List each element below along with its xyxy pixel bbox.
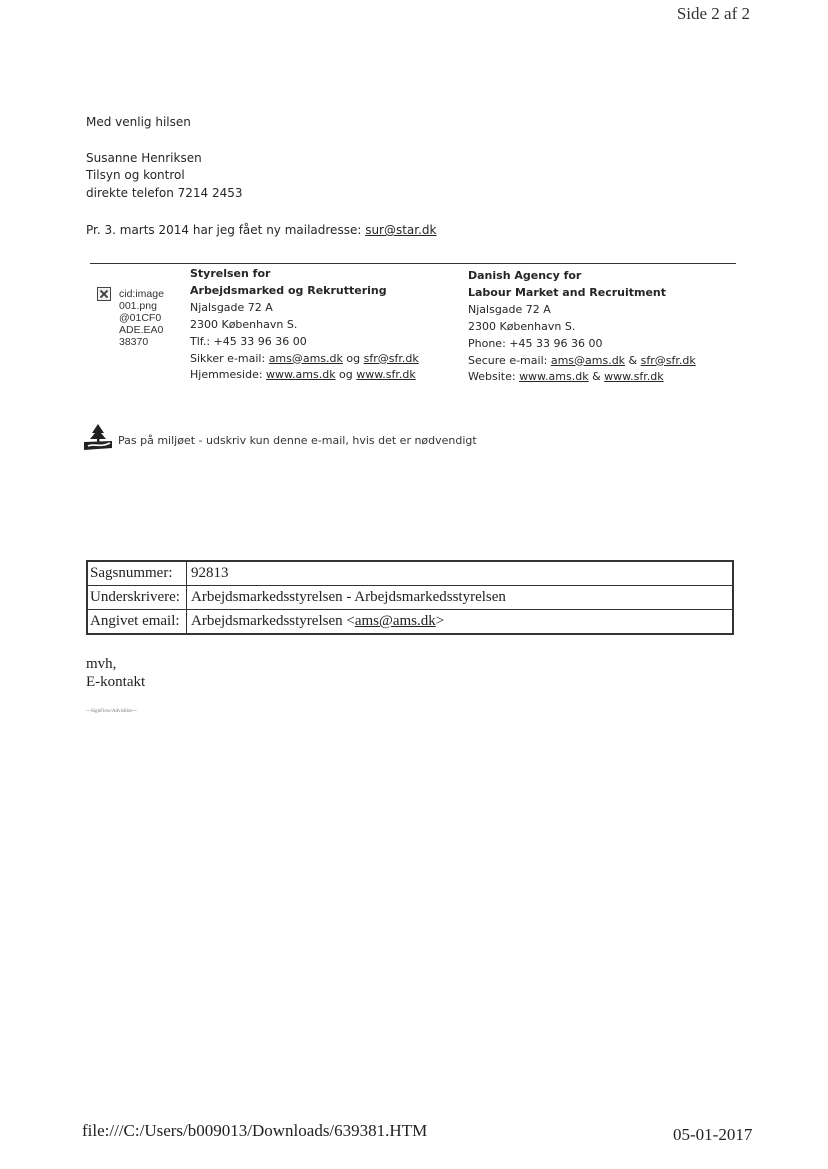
table-row	[87, 586, 733, 610]
en-agency-line2: Labour Market and Recruitment	[468, 285, 667, 299]
email-value	[187, 610, 734, 635]
footer-file-path: file:///C:/Users/b009013/Downloads/639381.HTM	[82, 1121, 428, 1140]
new-email-link[interactable]: sur@star.dk	[365, 223, 437, 237]
new-address-text: Pr. 3. marts 2014 har jeg fået ny mailadresse:	[86, 223, 366, 237]
page-number: Side 2 af 2	[676, 4, 750, 23]
table-row	[87, 610, 733, 635]
en-web-join: &	[588, 370, 605, 384]
dk-web-label: Hjemmeside:	[190, 368, 267, 382]
email-label: Angivet email:	[87, 610, 187, 635]
en-email-ams-link[interactable]: ams@ams.dk	[550, 353, 626, 367]
logo-alt-text: cid:image001.png@01CF0ADE.EA038370	[119, 288, 164, 348]
signature-divider	[90, 263, 736, 264]
dk-web-sfr-link[interactable]: www.sfr.dk	[356, 368, 416, 382]
dk-email-join: og	[342, 351, 364, 365]
dk-web-join: og	[335, 368, 357, 382]
case-table	[86, 560, 734, 635]
dk-email-ams-link[interactable]: ams@ams.dk	[268, 351, 343, 365]
dk-web-line	[190, 367, 419, 384]
dk-city: 2300 København S.	[190, 317, 298, 331]
new-address-notice	[86, 223, 437, 237]
case-number-label: Sagsnummer:	[87, 561, 187, 586]
email-link[interactable]: ams@ams.dk	[354, 613, 436, 629]
en-email-join: &	[625, 353, 641, 367]
signflow-marker: ---SignFlow/AdvisSlut---	[86, 709, 137, 714]
closing-sender: E-kontakt	[86, 674, 146, 690]
closing-greeting: mvh,	[86, 656, 117, 672]
en-city: 2300 København S.	[468, 319, 576, 333]
en-web-line	[468, 369, 696, 386]
email-open-bracket: <	[346, 613, 355, 629]
dk-street: Njalsgade 72 A	[190, 300, 273, 314]
en-email-line	[468, 353, 696, 370]
en-web-sfr-link[interactable]: www.sfr.dk	[604, 370, 664, 384]
dk-web-ams-link[interactable]: www.ams.dk	[266, 368, 336, 382]
dk-email-line	[190, 351, 419, 368]
broken-image-icon	[97, 287, 111, 301]
table-row	[87, 561, 733, 586]
signature-phone: direkte telefon 7214 2453	[86, 186, 243, 200]
en-email-sfr-link[interactable]: sfr@sfr.dk	[640, 353, 696, 367]
dk-agency-line2: Arbejdsmarked og Rekruttering	[190, 283, 387, 297]
greeting: Med venlig hilsen	[86, 115, 191, 129]
en-email-label: Secure e-mail:	[468, 353, 551, 367]
email-close-bracket: >	[435, 613, 445, 629]
signature-department: Tilsyn og kontrol	[86, 168, 185, 182]
english-contact-block	[468, 268, 696, 386]
dk-email-label: Sikker e-mail:	[190, 351, 269, 365]
eco-note: Pas på miljøet - udskriv kun denne e-mail, hvis det er nødvendigt	[118, 434, 477, 447]
en-web-label: Website:	[468, 370, 520, 384]
case-number-value: 92813	[187, 561, 734, 586]
dk-email-sfr-link[interactable]: sfr@sfr.dk	[363, 351, 419, 365]
tree-icon	[84, 424, 112, 450]
email-owner: Arbejdsmarkedsstyrelsen	[191, 613, 347, 629]
danish-contact-block	[190, 266, 419, 384]
signers-label: Underskrivere:	[87, 586, 187, 610]
en-phone: Phone: +45 33 96 36 00	[468, 336, 603, 350]
dk-phone: Tlf.: +45 33 96 36 00	[190, 334, 307, 348]
en-agency-line1: Danish Agency for	[468, 269, 582, 282]
en-web-ams-link[interactable]: www.ams.dk	[519, 370, 589, 384]
en-street: Njalsgade 72 A	[468, 302, 551, 316]
signers-value: Arbejdsmarkedsstyrelsen - Arbejdsmarkedsstyrelsen	[187, 586, 734, 610]
dk-agency-line1: Styrelsen for	[190, 267, 271, 280]
signature-name: Susanne Henriksen	[86, 151, 202, 165]
footer-date: 05-01-2017	[673, 1125, 753, 1144]
